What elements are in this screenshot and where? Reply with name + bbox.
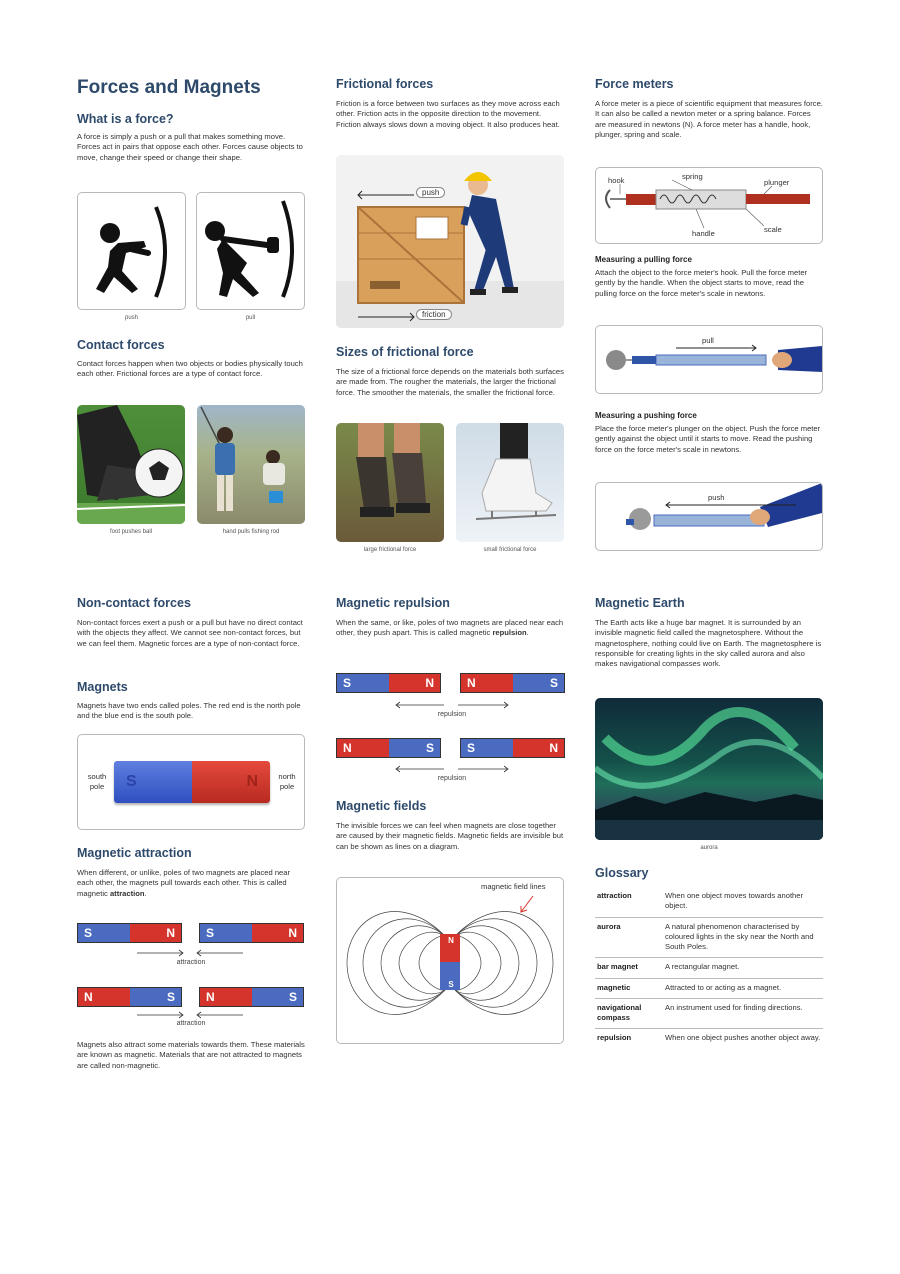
- glossary-row: [595, 958, 823, 978]
- photo-aurora: [595, 698, 823, 840]
- bar-magnet-box: [77, 734, 305, 830]
- attraction-label-1: attraction: [176, 959, 206, 966]
- north-end: [192, 761, 270, 803]
- text-pulling: Attach the object to the force meter's hook. Pull the force meter gently by the handle. When the object starts to move, read the pulling force on the force meter's scale in newtons.: [595, 268, 808, 298]
- repulsion-magnet-3: [336, 738, 441, 758]
- field-n-letter: N: [448, 936, 454, 945]
- text-repulsion: [336, 618, 564, 639]
- attraction-magnet-1: [77, 923, 182, 943]
- pole-s: S: [130, 988, 182, 1006]
- heading-fields: Magnetic fields: [336, 799, 427, 813]
- text-repulsion-bold: repulsion: [492, 628, 527, 638]
- section-what-is-force: [77, 112, 309, 163]
- glossary-definition: A rectangular magnet.: [665, 962, 740, 972]
- heading-sizes: Sizes of frictional force: [336, 345, 474, 359]
- pole-n: N: [252, 924, 304, 942]
- glossary-term: bar magnet: [597, 962, 638, 972]
- repulsion-label-2: repulsion: [437, 775, 467, 782]
- pole-s: S: [461, 739, 513, 757]
- text-attraction-bold: attraction: [109, 888, 145, 898]
- label-plunger: plunger: [764, 178, 790, 187]
- attraction-label-2: attraction: [176, 1020, 206, 1027]
- glossary-row: [595, 918, 823, 959]
- glossary-row: [595, 1029, 823, 1048]
- glossary-term: magnetic: [597, 982, 631, 992]
- section-earth: [595, 596, 827, 669]
- section-repulsion: [336, 596, 568, 639]
- crate-worker-illustration: [336, 155, 564, 328]
- caption-fishing: hand pulls fishing rod: [222, 529, 280, 535]
- heading-earth: Magnetic Earth: [595, 596, 685, 610]
- heading-pulling: Measuring a pulling force: [595, 255, 692, 264]
- north-letter: N: [246, 773, 258, 790]
- text-magnetic-materials: Magnets also attract some materials towards them. These materials are known as magnetic. Materials that are not attracted to magnets are called non-magnetic.: [77, 1040, 305, 1070]
- push-label: push: [416, 187, 445, 198]
- photo-fishing: [197, 405, 305, 524]
- field-lines-diagram: [337, 878, 563, 1043]
- skate-icon: [456, 423, 564, 542]
- caption-foot-ball: foot pushes ball: [109, 529, 153, 535]
- text-earth: The Earth acts like a huge bar magnet. It is surrounded by an invisible magnetic field called the magnetosphere. Without the magnetosphere, nothing could live on Earth. The magnetosphere is responsible for creating lights in the sky called aurora and also makes navigational compasses work.: [595, 618, 822, 669]
- heading-force-meters: Force meters: [595, 77, 674, 91]
- text-attraction-pre: When different, or unlike, poles of two magnets are placed near each other, the magnets pull towards each other. This is called magnetic: [77, 868, 291, 898]
- attraction-arrows-2: [135, 1010, 245, 1020]
- push-icon: [78, 193, 185, 309]
- label-spring: spring: [682, 172, 703, 181]
- text-frictional: Friction is a force between two surfaces as they move across each other. Friction acts in the opposite direction to the movement. Friction always slows down a moving object. It also produces heat.: [336, 99, 560, 129]
- heading-contact-forces: Contact forces: [77, 338, 165, 352]
- pole-s: S: [78, 924, 130, 942]
- pole-n: N: [200, 988, 252, 1006]
- pole-s: S: [200, 924, 252, 942]
- glossary-term: repulsion: [597, 1033, 632, 1043]
- photo-hiking-boots: [336, 423, 444, 542]
- section-magnets: [77, 680, 309, 722]
- section-noncontact: [77, 596, 309, 649]
- section-fields: [336, 799, 568, 852]
- friction-illustration: [336, 155, 564, 328]
- label-hook: hook: [608, 176, 625, 185]
- caption-push: push: [124, 315, 138, 321]
- caption-aurora: aurora: [700, 845, 718, 851]
- pole-s: S: [252, 988, 304, 1006]
- text-repulsion-post: .: [526, 628, 529, 638]
- push-pictogram: [77, 192, 186, 310]
- text-fields: The invisible forces we can feel when magnets are close together are caused by their magnetic fields. Magnetic fields are invisible but can be shown as lines on a diagram.: [336, 821, 564, 851]
- pole-s: S: [513, 674, 565, 692]
- section-contact-forces: [77, 338, 309, 380]
- photo-ice-skate: [456, 423, 564, 542]
- south-pole-label: south pole: [87, 772, 107, 791]
- text-force-meters: A force meter is a piece of scientific equipment that measures force. It can also be called a newton meter or a spring balance. Forces are measured in newtons (N). A force meter has a handle, hook, plunger, spring and scale.: [595, 99, 823, 139]
- attraction-arrows-1: [135, 948, 245, 958]
- heading-glossary: Glossary: [595, 866, 649, 880]
- repulsion-magnet-2: [460, 673, 565, 693]
- section-pulling: [595, 255, 827, 299]
- repulsion-arrows-2: [394, 764, 510, 774]
- north-pole-label: north pole: [278, 772, 296, 791]
- field-s-letter: S: [448, 980, 454, 989]
- pole-n: N: [461, 674, 513, 692]
- pulling-diagram: [595, 325, 823, 394]
- pole-s: S: [337, 674, 389, 692]
- glossary-table: [595, 887, 823, 1048]
- pull-icon: [197, 193, 304, 309]
- glossary-row: [595, 887, 823, 918]
- field-lines-label: magnetic field lines: [481, 882, 546, 891]
- caption-small-friction: small frictional force: [483, 547, 537, 553]
- label-handle: handle: [692, 229, 715, 238]
- aurora-icon: [595, 698, 823, 840]
- heading-attraction: Magnetic attraction: [77, 846, 192, 860]
- glossary-definition: When one object moves towards another object.: [665, 891, 804, 911]
- repulsion-arrows-1: [394, 700, 510, 710]
- heading-noncontact: Non-contact forces: [77, 596, 191, 610]
- heading-repulsion: Magnetic repulsion: [336, 596, 450, 610]
- boots-icon: [336, 423, 444, 542]
- text-attraction: [77, 868, 305, 899]
- attraction-magnet-4: [199, 987, 304, 1007]
- attraction-magnet-2: [199, 923, 304, 943]
- south-letter: S: [126, 773, 137, 790]
- section-frictional: [336, 77, 568, 130]
- text-repulsion-pre: When the same, or like, poles of two magnets are placed near each other, they push apart. This is called magnetic: [336, 618, 564, 638]
- glossary-term: attraction: [597, 891, 632, 900]
- label-scale: scale: [764, 225, 782, 234]
- text-what-is-force: A force is simply a push or a pull that makes something move. Forces act in pairs that oppose each other. Forces cause objects to move, change their speed or change their shape.: [77, 132, 303, 162]
- pole-n: N: [130, 924, 182, 942]
- text-attraction-post: .: [144, 888, 147, 898]
- section-sizes: [336, 345, 568, 398]
- repulsion-label-1: repulsion: [437, 711, 467, 718]
- friction-label: friction: [416, 309, 452, 320]
- photo-foot-ball: [77, 405, 185, 524]
- text-contact-forces: Contact forces happen when two objects or bodies physically touch each other. Frictional forces are a type of contact force.: [77, 359, 303, 379]
- pole-s: S: [389, 739, 441, 757]
- glossary-definition: When one object pushes another object away.: [665, 1033, 821, 1043]
- glossary-definition: Attracted to or acting as a magnet.: [665, 982, 782, 992]
- glossary-term: navigational compass: [597, 1003, 642, 1023]
- force-meter-diagram: [595, 167, 823, 244]
- field-lines-box: [336, 877, 564, 1044]
- bar-magnet: [114, 761, 270, 803]
- football-icon: [77, 405, 185, 524]
- glossary-row: [595, 979, 823, 999]
- glossary-definition: A natural phenomenon characterised by coloured lights in the sky near the North and South Poles.: [665, 921, 814, 952]
- caption-large-friction: large frictional force: [363, 547, 417, 553]
- heading-pushing: Measuring a pushing force: [595, 411, 697, 420]
- glossary-term: aurora: [597, 921, 621, 931]
- attraction-magnet-3: [77, 987, 182, 1007]
- section-attraction: [77, 846, 309, 899]
- repulsion-magnet-1: [336, 673, 441, 693]
- section-pushing: [595, 411, 827, 455]
- text-noncontact: Non-contact forces exert a push or a pull but have no direct contact with the objects they affect. We cannot see non-contact forces, but we can feel them. Magnetic forces are a type of non-contact force.: [77, 618, 303, 648]
- heading-what-is-force: What is a force?: [77, 112, 174, 126]
- section-glossary: [595, 866, 827, 880]
- text-magnets: Magnets have two ends called poles. The red end is the north pole and the blue end is the south pole.: [77, 701, 301, 721]
- pushing-diagram: [595, 482, 823, 551]
- pole-n: N: [513, 739, 565, 757]
- pull-pictogram: [196, 192, 305, 310]
- push-arrow-label: push: [708, 493, 725, 502]
- pole-n: N: [337, 739, 389, 757]
- pole-n: N: [78, 988, 130, 1006]
- pole-n: N: [389, 674, 441, 692]
- glossary-definition: An instrument used for finding directions.: [665, 1003, 803, 1013]
- page-title: Forces and Magnets: [77, 77, 261, 98]
- fishing-icon: [197, 405, 305, 524]
- section-force-meters: [595, 77, 827, 140]
- caption-pull: pull: [245, 315, 256, 321]
- heading-frictional: Frictional forces: [336, 77, 434, 91]
- text-sizes: The size of a frictional force depends on the materials both surfaces are made from. The rougher the materials, the larger the frictional force. The smoother the materials, the smaller the frictional force.: [336, 367, 564, 397]
- text-pushing: Place the force meter's plunger on the object. Push the force meter gently against the object until it starts to move. Read the pushing force on the force meter's scale in newtons.: [595, 424, 821, 454]
- glossary-row: [595, 999, 823, 1029]
- repulsion-magnet-4: [460, 738, 565, 758]
- south-end: [114, 761, 192, 803]
- pull-arrow-label: pull: [702, 336, 714, 345]
- heading-magnets: Magnets: [77, 680, 128, 694]
